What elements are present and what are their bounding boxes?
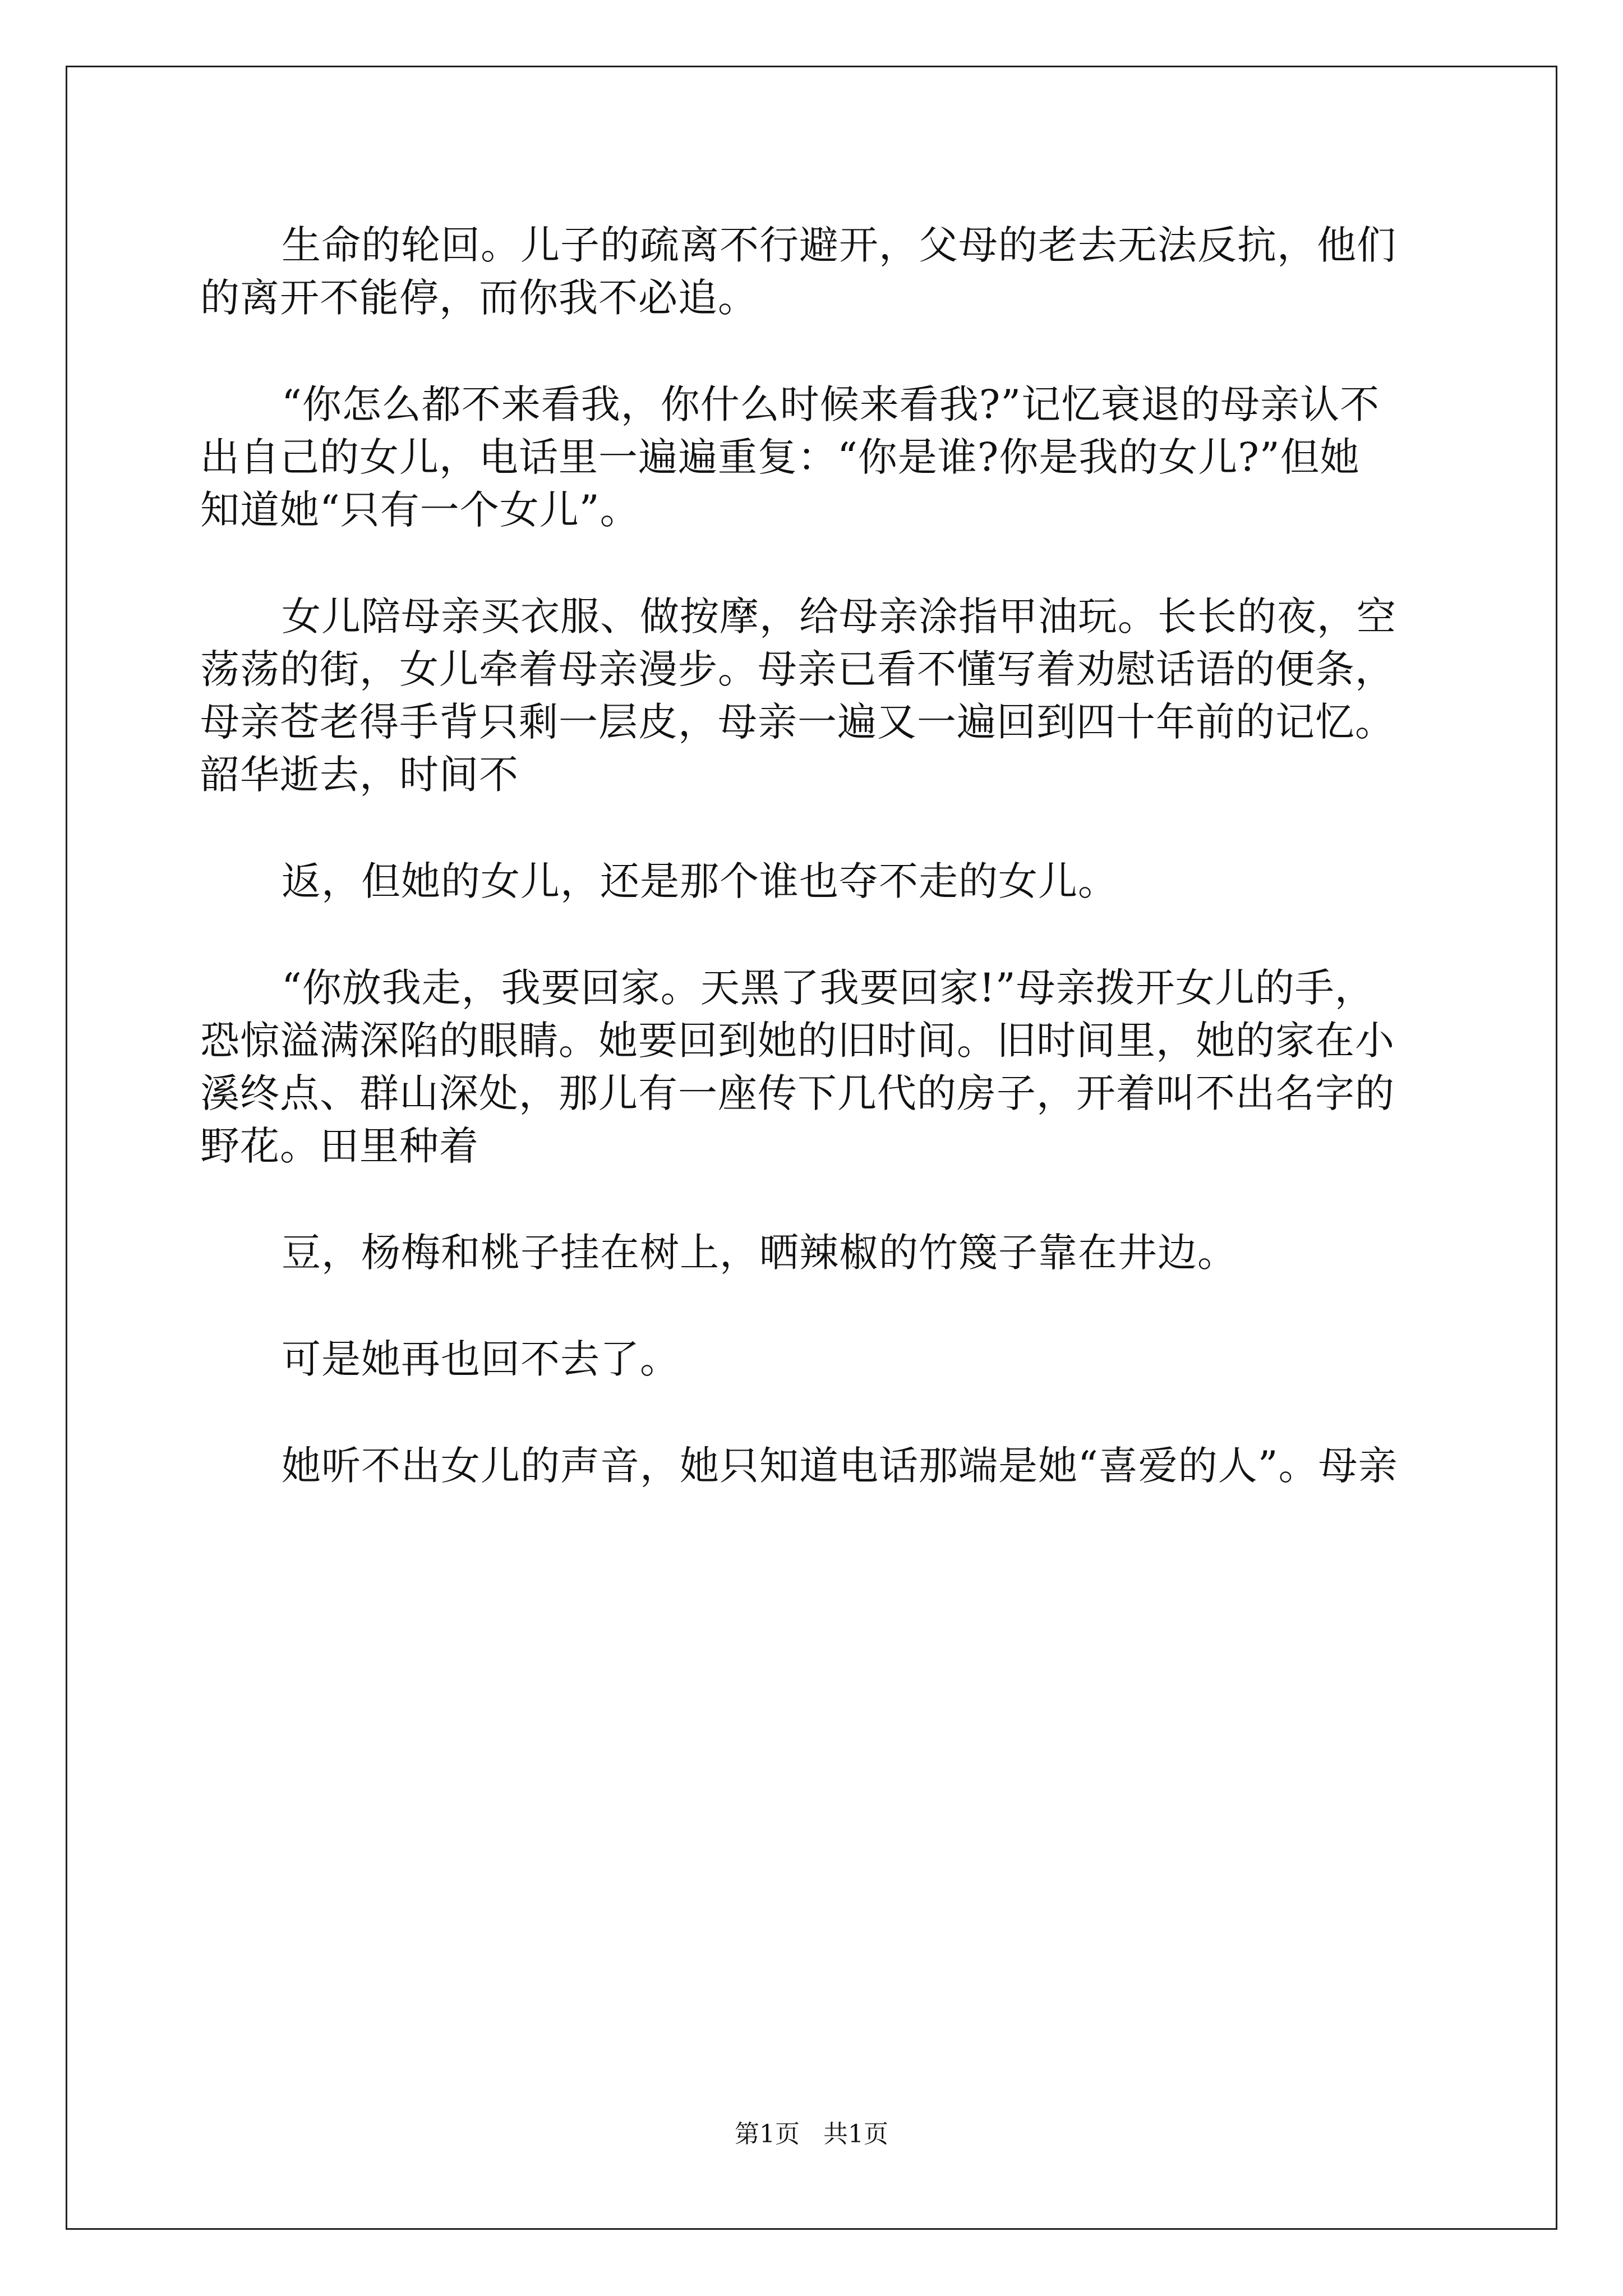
text-line: 荡荡的街，女儿牵着母亲漫步。母亲已看不懂写着劝慰话语的便条，	[200, 646, 1395, 692]
text-line: 韶华逝去，时间不	[200, 752, 519, 798]
text-line: 溪终点、群山深处，那儿有一座传下几代的房子，开着叫不出名字的	[200, 1070, 1395, 1116]
paragraph-2	[200, 378, 1426, 536]
page-total: 共1页	[823, 2120, 888, 2148]
paragraph-6	[200, 1226, 1426, 1279]
text-line: 女儿陪母亲买衣服、做按摩，给母亲涂指甲油玩。长长的夜，空	[282, 593, 1396, 639]
document-body	[200, 219, 1426, 1492]
text-line: 返，但她的女儿，还是那个谁也夺不走的女儿。	[282, 858, 1118, 904]
paragraph-3	[200, 590, 1426, 801]
text-line: 恐惊溢满深陷的眼睛。她要回到她的旧时间。旧时间里，她的家在小	[200, 1018, 1395, 1064]
paragraph-8	[200, 1439, 1426, 1492]
text-line: 的离开不能停，而你我不必追。	[200, 275, 758, 321]
text-line: 豆，杨梅和桃子挂在树上，晒辣椒的竹篾子靠在井边。	[282, 1230, 1237, 1276]
text-line: 她听不出女儿的声音，她只知道电话那端是她“喜爱的人”。母亲	[282, 1443, 1398, 1489]
text-line: “你放我走，我要回家。天黑了我要回家!”母亲拨开女儿的手，	[282, 965, 1375, 1011]
paragraph-7	[200, 1333, 1426, 1386]
page-number: 第1页	[735, 2120, 800, 2148]
page-footer	[0, 2118, 1623, 2151]
text-line: 母亲苍老得手背只剩一层皮，母亲一遍又一遍回到四十年前的记忆。	[200, 699, 1395, 745]
paragraph-1	[200, 219, 1426, 324]
paragraph-4	[200, 855, 1426, 908]
paragraph-5	[200, 961, 1426, 1172]
text-line: 可是她再也回不去了。	[282, 1336, 680, 1382]
text-line: 野花。田里种着	[200, 1123, 479, 1169]
text-line: 出自己的女儿，电话里一遍遍重复：“你是谁?你是我的女儿?”但她	[200, 434, 1360, 480]
text-line: 知道她“只有一个女儿”。	[200, 487, 640, 533]
text-line: “你怎么都不来看我，你什么时候来看我?”记忆衰退的母亲认不	[282, 381, 1380, 427]
text-line: 生命的轮回。儿子的疏离不行避开，父母的老去无法反抗，他们	[282, 222, 1396, 268]
